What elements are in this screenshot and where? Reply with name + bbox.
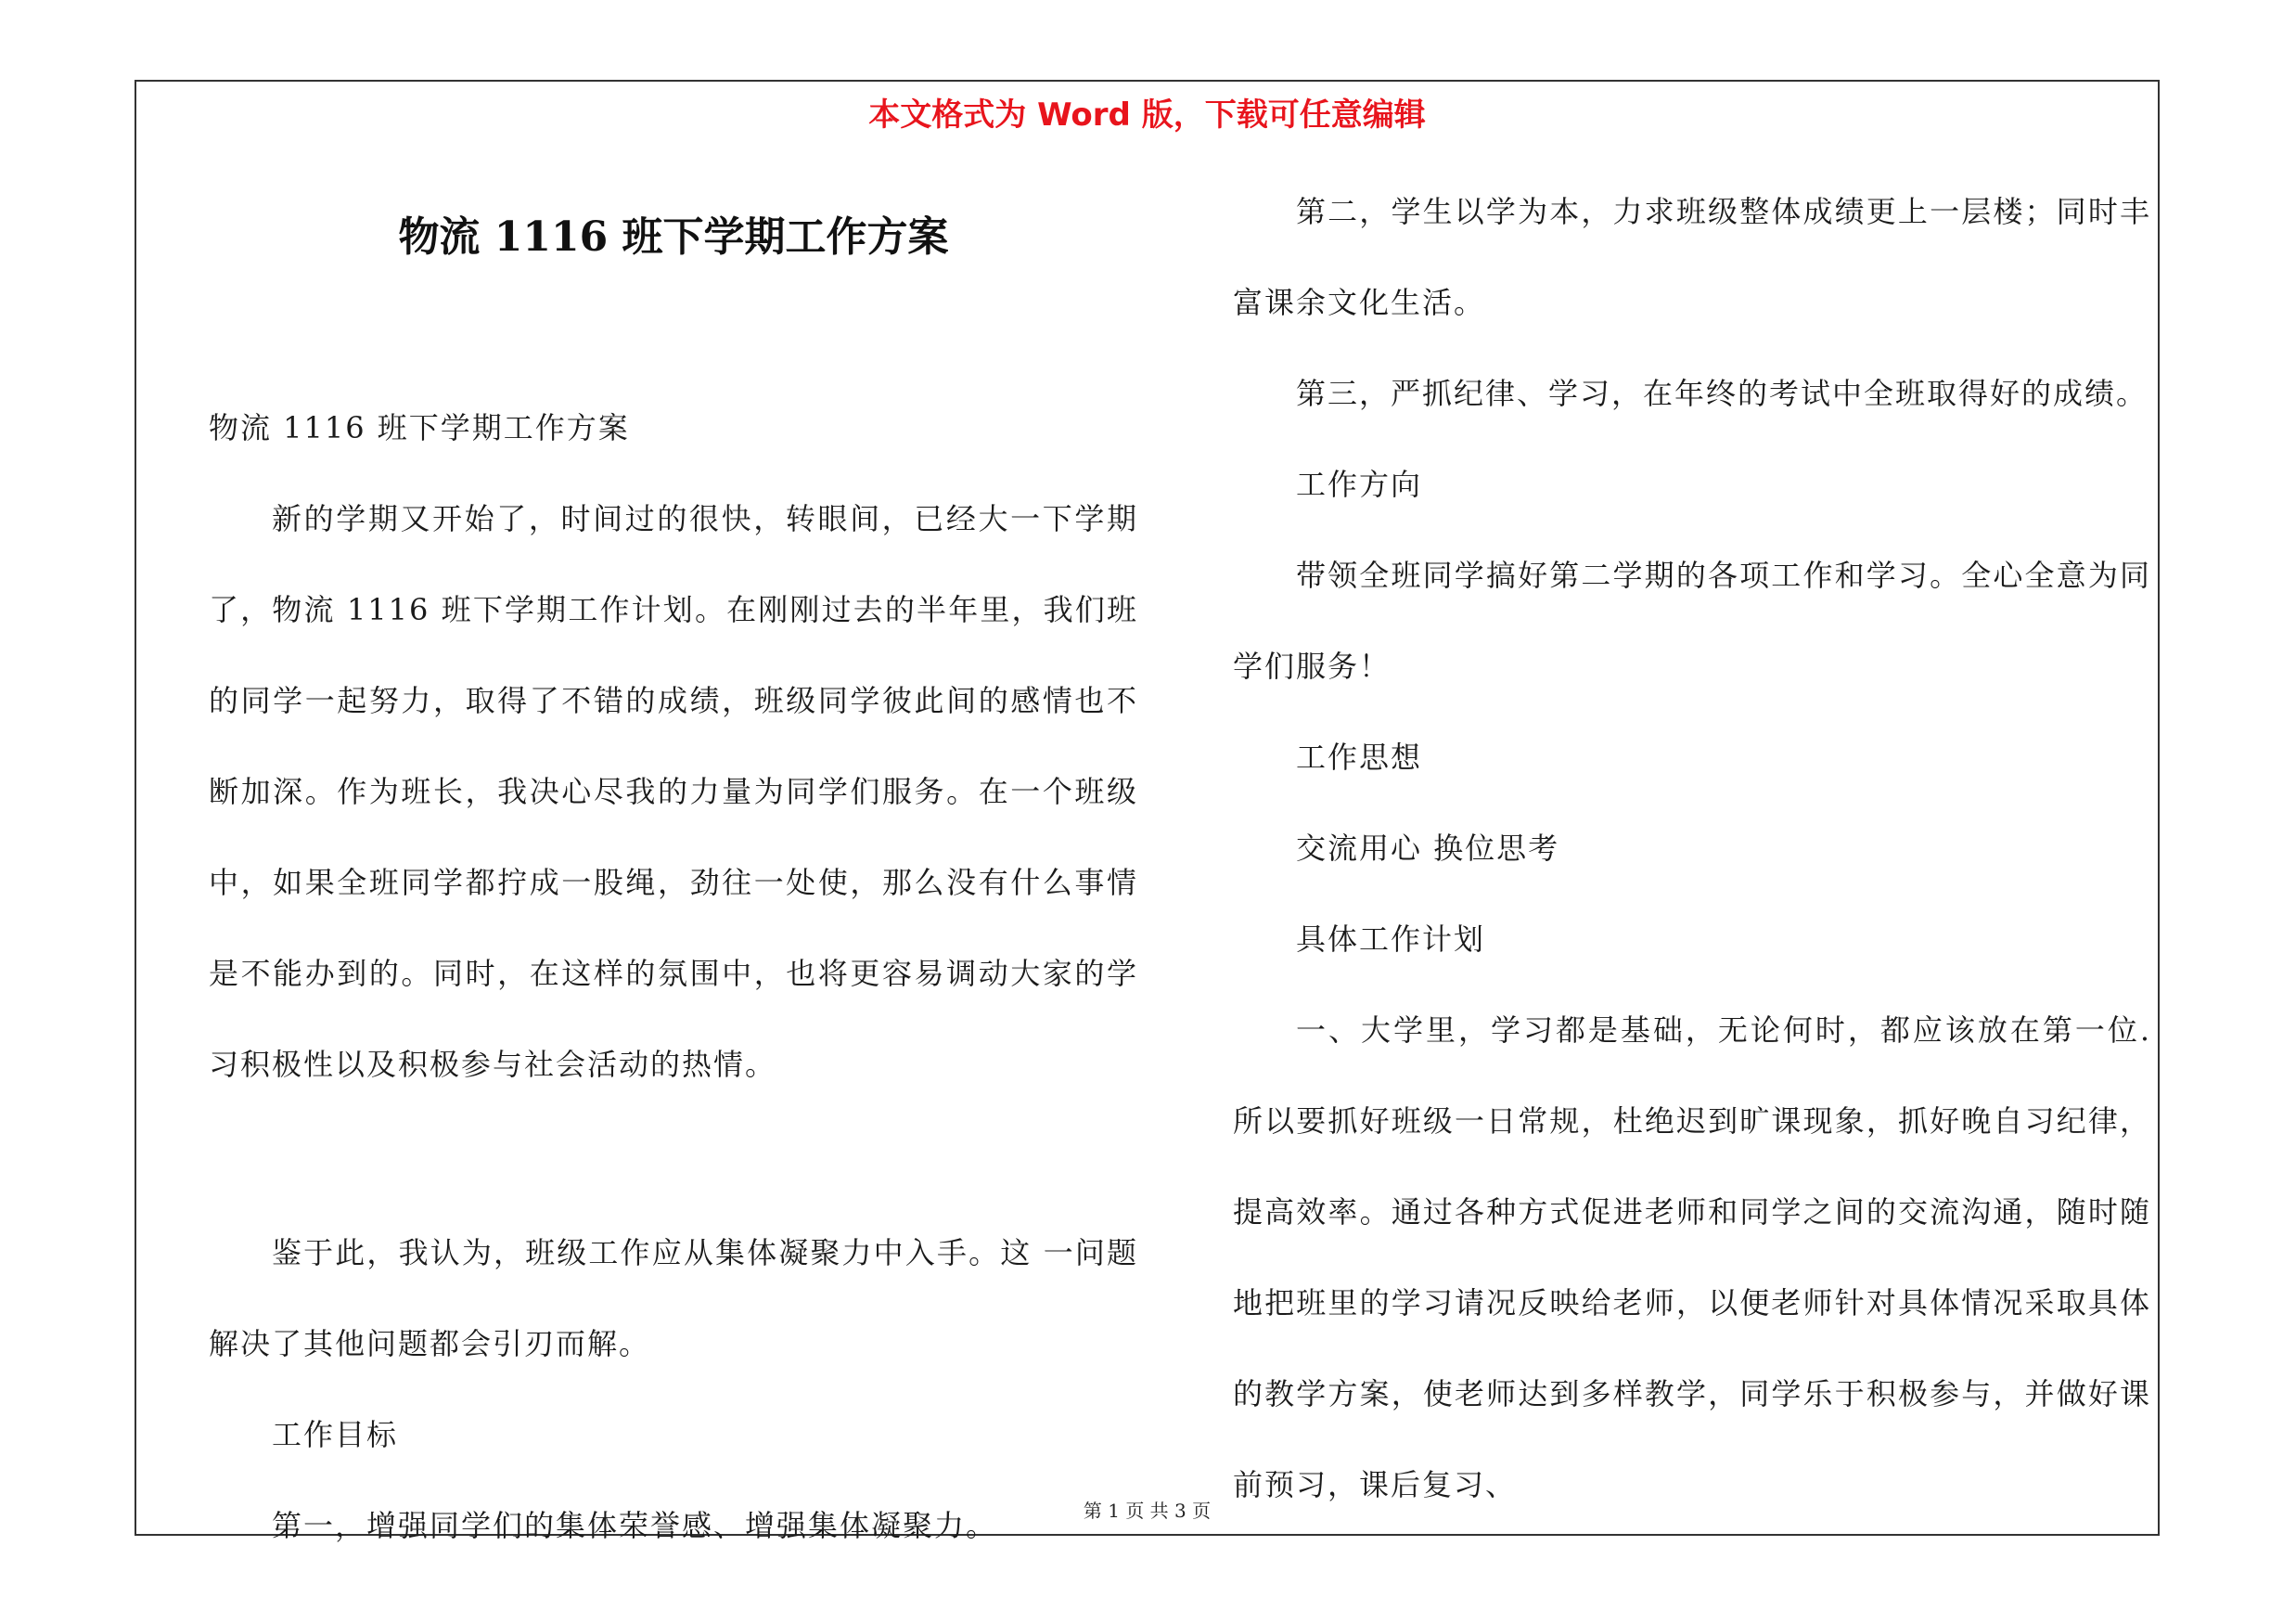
section-heading-plan: 具体工作计划 bbox=[1296, 921, 1486, 957]
section-heading-direction: 工作方向 bbox=[1296, 467, 1423, 502]
intro-paragraph: 新的学期又开始了，时间过的很快，转眼间，已经大一下学期了，物流 1116 班下学期工作计划。在刚刚过去的半年里，我们班的同学一起努力，取得了不错的成绩，班级同学彼此间的感情也不断加深。作为班长，我决心尽我的力量为同学们服务。在一个班级中，如果全班同学都拧成一股绳，劲往一处使，那么没有什么事情是不能办到的。同时，在这样的氛围中，也将更容易调动大家的学习积极性以及积极参与社会活动的热情。 bbox=[209, 501, 1138, 1082]
goal-three-paragraph: 第三，严抓纪律、学习，在年终的考试中全班取得好的成绩。 bbox=[1296, 376, 2148, 411]
subtitle-paragraph: 物流 1116 班下学期工作方案 bbox=[209, 410, 630, 445]
direction-paragraph: 带领全班同学搞好第二学期的各项工作和学习。全心全意为同学们服务！ bbox=[1233, 558, 2151, 684]
document-title: 物流 1116 班下学期工作方案 bbox=[398, 213, 949, 261]
section-heading-goals: 工作目标 bbox=[272, 1417, 399, 1452]
thinking-paragraph: 交流用心 换位思考 bbox=[1296, 831, 1560, 866]
goal-two-paragraph: 第二，学生以学为本，力求班级整体成绩更上一层楼；同时丰富课余文化生活。 bbox=[1233, 194, 2151, 320]
page-number-footer: 第 1 页 共 3 页 bbox=[1083, 1500, 1212, 1522]
goal-one-paragraph: 第一，增强同学们的集体荣誉感、增强集体凝聚力。 bbox=[272, 1508, 998, 1543]
section-heading-thinking: 工作思想 bbox=[1296, 740, 1423, 775]
page-frame bbox=[135, 80, 2160, 1543]
plan-item-one-paragraph: 一、大学里，学习都是基础，无论何时，都应该放在第一位. 所以要抓好班级一日常规，杜绝迟到旷课现象，抓好晚自习纪律，提高效率。通过各种方式促进老师和同学之间的交流沟通，随时随地把班里的学习请况反映给老师，以便老师针对具体情况采取具体的教学方案，使老师达到多样教学，同学乐于积极参与，并做好课前预习，课后复习、 bbox=[1233, 1012, 2151, 1502]
approach-paragraph: 鉴于此，我认为，班级工作应从集体凝聚力中入手。这 一问题解决了其他问题都会引刃而解。 bbox=[209, 1235, 1138, 1361]
word-format-banner: 本文格式为 Word 版，下载可任意编辑 bbox=[868, 97, 1426, 134]
